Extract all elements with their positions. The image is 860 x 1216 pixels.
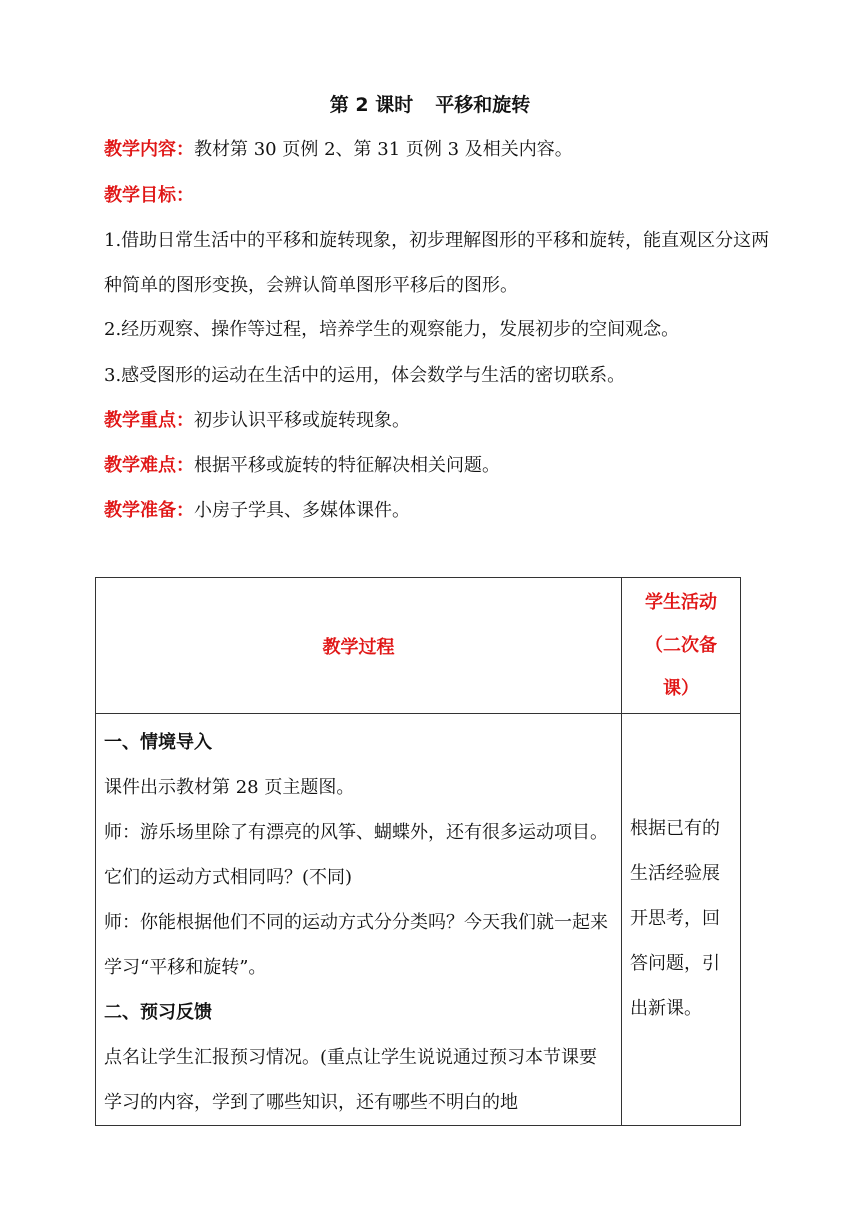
teaching-objectives-label: 教学目标： [104,185,194,206]
activity-header-line-3: 课） [663,678,699,699]
preparation-text: 小房子学具、多媒体课件。 [194,500,410,521]
lesson-title [0,90,860,117]
activity-cell [622,714,741,1126]
process-header: 教学过程 [322,636,395,658]
teaching-content [104,136,573,164]
process-cell [96,714,622,1126]
table-body-row [96,714,741,1126]
teaching-content-text: 教材第 30 页例 2、第 31 页例 3 及相关内容。 [194,139,573,160]
preparation [104,497,410,525]
section-heading-preview: 二、预习反馈 [104,1002,212,1023]
difficulty-text: 根据平移或旋转的特征解决相关问题。 [194,455,500,476]
objective-2: 2.经历观察、操作等过程，培养学生的观察能力，发展初步的空间观念。 [104,319,680,340]
lesson-number: 第 2 课时 [329,94,414,116]
activity-line: 出新课。 [630,998,702,1019]
key-point [104,407,410,435]
activity-line: 答问题，引 [630,953,720,974]
process-paragraph: 师：你能根据他们不同的运动方式分分类吗？今天我们就一起来学习“平移和旋转”。 [104,912,608,978]
difficulty [104,452,500,480]
objective-1: 1.借助日常生活中的平移和旋转现象，初步理解图形的平移和旋转，能直观区分这两种简单的图形变换，会辨认简单图形平移后的图形。 [104,230,770,296]
teaching-content-label: 教学内容： [104,139,194,160]
activity-header-line-2: （二次备 [645,635,717,656]
lesson-process-table [95,577,741,1126]
table-header-row [96,578,741,714]
process-header-cell [96,578,622,714]
teaching-objectives-heading [104,182,194,210]
objective-3: 3.感受图形的运动在生活中的运用，体会数学与生活的密切联系。 [104,365,626,386]
key-point-text: 初步认识平移或旋转现象。 [194,410,410,431]
section-heading-intro: 一、情境导入 [104,732,212,753]
preparation-label: 教学准备： [104,500,194,521]
process-paragraph: 师：游乐场里除了有漂亮的风筝、蝴蝶外，还有很多运动项目。它们的运动方式相同吗？(不同) [104,822,608,888]
activity-line: 生活经验展 [630,863,720,884]
difficulty-label: 教学难点： [104,455,194,476]
process-paragraph: 点名让学生汇报预习情况。(重点让学生说说通过预习本节课要学习的内容，学到了哪些知识，还有哪些不明白的地 [104,1047,598,1113]
activity-header-line-1: 学生活动 [645,592,717,613]
key-point-label: 教学重点： [104,410,194,431]
activity-line: 开思考，回 [630,908,720,929]
lesson-topic: 平移和旋转 [435,94,531,116]
activity-line: 根据已有的 [630,818,720,839]
process-paragraph: 课件出示教材第 28 页主题图。 [104,777,355,798]
activity-header-cell [622,578,741,714]
